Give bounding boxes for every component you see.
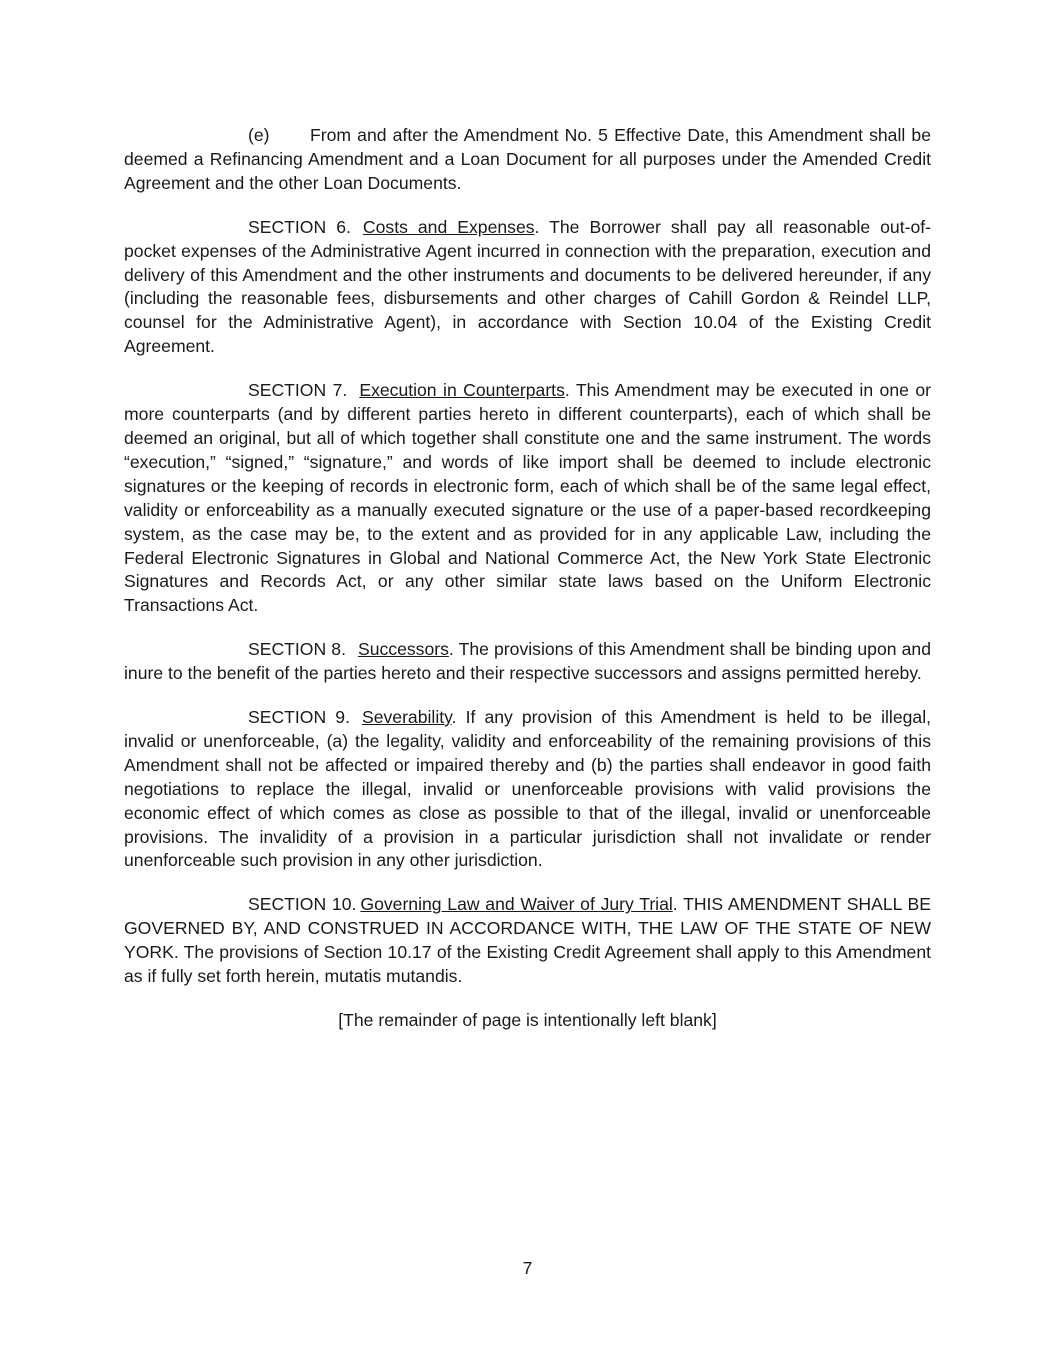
section-8-heading: Successors <box>357 639 449 660</box>
section-10-text: . THIS AMENDMENT SHALL BE GOVERNED BY, AND CONSTRUED IN ACCORDANCE WITH, THE LAW OF THE STATE OF NEW YORK. The provisions of Section 10.17 of the Existing Credit Agreement shall apply to this Amendment as if fully set forth herein, mutatis mutandis. <box>124 894 931 987</box>
section-8-label: SECTION 8. <box>248 639 346 660</box>
paragraph-e-text: From and after the Amendment No. 5 Effective Date, this Amendment shall be deemed a Refinancing Amendment and a Loan Document for all purposes under the Amended Credit Agreement and the other Loan Documents. <box>124 125 931 193</box>
section-6-heading: Costs and Expenses <box>362 216 535 237</box>
section-8-text: . The provisions of this Amendment shall be binding upon and inure to the benefit of the parties hereto and their respective successors and assigns permitted hereby. <box>124 639 931 684</box>
section-6-text: . The Borrower shall pay all reasonable out-of-pocket expenses of the Administrative Agent incurred in connection with the preparation, execution and delivery of this Amendment and the other instruments and documents to be delivered hereunder, if any (including the reasonable fees, disbursements and other charges of Cahill Gordon & Reindel LLP, counsel for the Administrative Agent), in accordance with Section 10.04 of the Existing Credit Agreement. <box>124 216 931 357</box>
section-7 <box>124 379 931 618</box>
remainder-blank-note: [The remainder of page is intentionally left blank] <box>338 1010 717 1030</box>
section-10 <box>124 893 931 989</box>
page-number: 7 <box>522 1258 533 1278</box>
section-9-text: . If any provision of this Amendment is held to be illegal, invalid or unenforceable, (a) the legality, validity and enforceability of the remaining provisions of this Amendment shall not be affected or impaired thereby and (b) the parties shall endeavor in good faith negotiations to replace the illegal, invalid or unenforceable provisions with valid provisions the economic effect of which comes as close as possible to that of the illegal, invalid or unenforceable provisions. The invalidity of a provision in a particular jurisdiction shall not invalidate or render unenforceable such provision in any other jurisdiction. <box>124 707 931 871</box>
section-7-label: SECTION 7. <box>248 380 348 401</box>
section-9 <box>124 706 931 873</box>
section-9-label: SECTION 9. <box>248 707 350 728</box>
section-10-heading: Governing Law and Waiver of Jury Trial <box>360 894 673 915</box>
section-8 <box>124 638 931 686</box>
section-7-heading: Execution in Counterparts <box>359 380 565 401</box>
paragraph-e <box>124 124 931 196</box>
section-6-label: SECTION 6. <box>248 216 351 237</box>
section-9-heading: Severability <box>361 707 452 728</box>
section-6 <box>124 216 931 359</box>
paragraph-e-label: (e) <box>248 125 270 145</box>
section-7-text: . This Amendment may be executed in one or more counterparts (and by different parties hereto in different counterparts), each of which shall be deemed an original, but all of which together shall constitute one and the same instrument. The words “execution,” “signed,” “signature,” and words of like import shall be deemed to include electronic signatures or the keeping of records in electronic form, each of which shall be of the same legal effect, validity or enforceability as a manually executed signature or the use of a paper-based recordkeeping system, as the case may be, to the extent and as provided for in any applicable Law, including the Federal Electronic Signatures in Global and National Commerce Act, the New York State Electronic Signatures and Records Act, or any other similar state laws based on the Uniform Electronic Transactions Act. <box>124 380 931 616</box>
page-body <box>124 124 931 1033</box>
section-10-label: SECTION 10. <box>248 894 357 915</box>
